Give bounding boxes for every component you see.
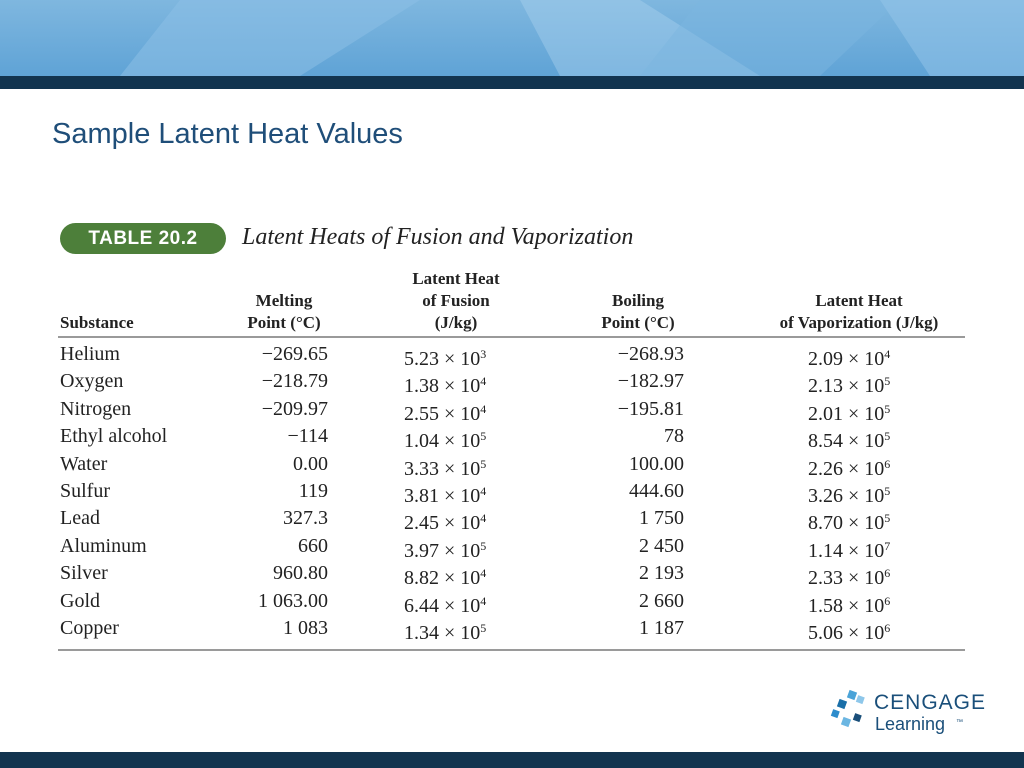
cell-melting-point: −209.97 (261, 397, 328, 420)
cell-melting-point: −269.65 (261, 343, 328, 365)
cell-substance: Nitrogen (60, 397, 132, 420)
cell-boiling-point: 78 (664, 425, 684, 448)
vap-exponent: 5 (884, 401, 891, 416)
power-base: 10 (864, 567, 885, 590)
cell-latent-heat-vaporization (808, 615, 890, 647)
header-fusion-line3: (J/kg) (434, 313, 478, 332)
fusion-exponent: 5 (480, 456, 487, 471)
fusion-exponent: 5 (480, 621, 487, 635)
vap-mantissa: 5.06 (808, 622, 843, 644)
power-base: 10 (864, 485, 885, 507)
header-latent-heat-fusion (380, 264, 532, 334)
cell-melting-point: 1 063.00 (258, 589, 328, 612)
power-base: 10 (864, 594, 885, 617)
power-base: 10 (460, 457, 481, 480)
cell-substance: Ethyl alcohol (60, 425, 168, 448)
power-base: 10 (460, 485, 481, 507)
vap-exponent: 5 (884, 374, 891, 389)
table-row (0, 451, 1024, 478)
table-row (0, 341, 1024, 368)
cell-substance: Water (60, 452, 108, 475)
cell-melting-point: −114 (287, 425, 328, 448)
vap-exponent: 5 (884, 511, 891, 526)
fusion-exponent: 5 (480, 538, 487, 553)
cell-melting-point: 0.00 (293, 452, 328, 475)
table-caption: Latent Heats of Fusion and Vaporization (242, 224, 634, 250)
times-sign: × (848, 402, 860, 425)
times-sign: × (444, 512, 456, 535)
top-banner (0, 0, 1024, 76)
times-sign: × (444, 348, 456, 370)
vap-mantissa: 2.01 (808, 402, 843, 425)
cell-melting-point: −218.79 (261, 370, 328, 393)
times-sign: × (444, 539, 456, 562)
fusion-mantissa: 2.55 (404, 402, 439, 425)
vap-exponent: 6 (884, 456, 891, 471)
cell-melting-point: 119 (298, 480, 328, 502)
power-base: 10 (460, 622, 481, 644)
power-base: 10 (460, 430, 481, 453)
header-substance-text: Substance (60, 313, 134, 332)
power-base: 10 (460, 402, 481, 425)
logo-text-learning: Learning (875, 714, 946, 734)
power-base: 10 (864, 539, 885, 562)
vap-mantissa: 3.26 (808, 485, 843, 507)
banner-decoration (0, 0, 1024, 76)
fusion-exponent: 4 (480, 484, 487, 498)
power-base: 10 (864, 348, 885, 370)
vap-mantissa: 8.54 (808, 430, 843, 453)
table-row (0, 423, 1024, 453)
times-sign: × (444, 375, 456, 398)
cengage-learning-logo (830, 688, 987, 738)
header-vap-line1: Latent Heat (815, 291, 903, 310)
fusion-exponent: 5 (480, 429, 487, 444)
header-boiling-line2: Point (°C) (601, 313, 675, 332)
vap-mantissa: 2.13 (808, 375, 843, 398)
table-bottom-rule (58, 649, 965, 651)
vap-exponent: 6 (884, 621, 891, 635)
times-sign: × (444, 457, 456, 480)
cell-boiling-point: 2 193 (639, 562, 684, 585)
header-substance (60, 264, 180, 334)
vap-exponent: 5 (884, 484, 891, 498)
vap-exponent: 5 (884, 429, 891, 444)
power-base: 10 (460, 348, 481, 370)
header-rule (0, 76, 1024, 89)
fusion-mantissa: 2.45 (404, 512, 439, 535)
times-sign: × (444, 485, 456, 507)
table-row (0, 368, 1024, 398)
fusion-mantissa: 6.44 (404, 594, 439, 617)
cell-boiling-point: −268.93 (617, 343, 684, 365)
times-sign: × (848, 430, 860, 453)
cell-boiling-point: −195.81 (617, 397, 684, 420)
header-melting-line1: Melting (255, 291, 313, 310)
vap-mantissa: 2.09 (808, 348, 843, 370)
fusion-mantissa: 8.82 (404, 567, 439, 590)
power-base: 10 (864, 402, 885, 425)
cengage-mark-icon (830, 688, 870, 732)
power-base: 10 (864, 622, 885, 644)
cell-substance: Sulfur (60, 480, 110, 502)
cell-melting-point: 1 083 (283, 617, 328, 639)
times-sign: × (848, 485, 860, 507)
cell-melting-point: 960.80 (273, 562, 328, 585)
cell-boiling-point: 1 750 (639, 507, 684, 530)
times-sign: × (444, 594, 456, 617)
vap-mantissa: 1.14 (808, 539, 843, 562)
vap-exponent: 7 (884, 538, 891, 553)
cell-melting-point: 327.3 (283, 507, 328, 530)
header-fusion-line2: of Fusion (422, 291, 490, 310)
power-base: 10 (460, 375, 481, 398)
table-row (0, 560, 1024, 590)
header-latent-heat-vaporization (752, 264, 966, 334)
vap-exponent: 6 (884, 593, 891, 608)
vap-mantissa: 2.33 (808, 567, 843, 590)
fusion-mantissa: 1.38 (404, 375, 439, 398)
times-sign: × (848, 567, 860, 590)
times-sign: × (444, 430, 456, 453)
header-fusion-line1: Latent Heat (412, 269, 500, 288)
fusion-mantissa: 3.97 (404, 539, 439, 562)
header-melting-line2: Point (°C) (247, 313, 321, 332)
times-sign: × (848, 375, 860, 398)
fusion-exponent: 4 (480, 593, 487, 608)
power-base: 10 (460, 539, 481, 562)
cell-boiling-point: −182.97 (617, 370, 684, 393)
times-sign: × (444, 622, 456, 644)
cell-boiling-point: 444.60 (629, 480, 684, 502)
power-base: 10 (864, 512, 885, 535)
times-sign: × (444, 402, 456, 425)
table-row (0, 505, 1024, 535)
cell-substance: Gold (60, 589, 100, 612)
fusion-mantissa: 3.33 (404, 457, 439, 480)
fusion-exponent: 4 (480, 511, 487, 526)
fusion-mantissa: 5.23 (404, 348, 439, 370)
power-base: 10 (864, 375, 885, 398)
vap-exponent: 6 (884, 566, 891, 581)
cell-boiling-point: 2 450 (639, 534, 684, 557)
cell-latent-heat-fusion (404, 615, 486, 647)
table-row (0, 615, 1024, 642)
fusion-exponent: 3 (480, 347, 487, 361)
times-sign: × (848, 457, 860, 480)
logo-trademark: ™ (956, 719, 963, 726)
times-sign: × (848, 512, 860, 535)
times-sign: × (848, 348, 860, 370)
fusion-mantissa: 1.34 (404, 622, 439, 644)
table-row (0, 533, 1024, 560)
header-boiling-line1: Boiling (612, 291, 664, 310)
cell-substance: Aluminum (60, 534, 147, 557)
fusion-mantissa: 3.81 (404, 485, 439, 507)
cell-substance: Lead (60, 507, 100, 530)
slide-title: Sample Latent Heat Values (52, 118, 403, 150)
fusion-mantissa: 1.04 (404, 430, 439, 453)
header-vap-line2: of Vaporization (J/kg) (779, 313, 939, 332)
logo-text-cengage: CENGAGE (874, 691, 987, 714)
fusion-exponent: 4 (480, 374, 487, 389)
table-number-badge: TABLE 20.2 (60, 223, 226, 254)
times-sign: × (848, 539, 860, 562)
header-melting-point (222, 264, 346, 334)
fusion-exponent: 4 (480, 566, 487, 581)
footer-bar (0, 752, 1024, 768)
vap-mantissa: 1.58 (808, 594, 843, 617)
cell-melting-point: 660 (298, 534, 328, 557)
cell-boiling-point: 100.00 (629, 452, 684, 475)
cell-substance: Helium (60, 343, 120, 365)
power-base: 10 (460, 567, 481, 590)
times-sign: × (444, 567, 456, 590)
cell-substance: Oxygen (60, 370, 124, 393)
cell-boiling-point: 1 187 (639, 617, 684, 639)
table-row (0, 396, 1024, 423)
header-boiling-point (576, 264, 700, 334)
vap-exponent: 4 (884, 347, 891, 361)
table-row (0, 588, 1024, 615)
cell-substance: Copper (60, 617, 119, 639)
cell-boiling-point: 2 660 (639, 589, 684, 612)
times-sign: × (848, 622, 860, 644)
vap-mantissa: 8.70 (808, 512, 843, 535)
times-sign: × (848, 594, 860, 617)
power-base: 10 (460, 512, 481, 535)
power-base: 10 (864, 430, 885, 453)
fusion-exponent: 4 (480, 401, 487, 416)
cell-substance: Silver (60, 562, 108, 585)
table-header-rule (58, 336, 965, 338)
power-base: 10 (460, 594, 481, 617)
vap-mantissa: 2.26 (808, 457, 843, 480)
power-base: 10 (864, 457, 885, 480)
table-row (0, 478, 1024, 505)
